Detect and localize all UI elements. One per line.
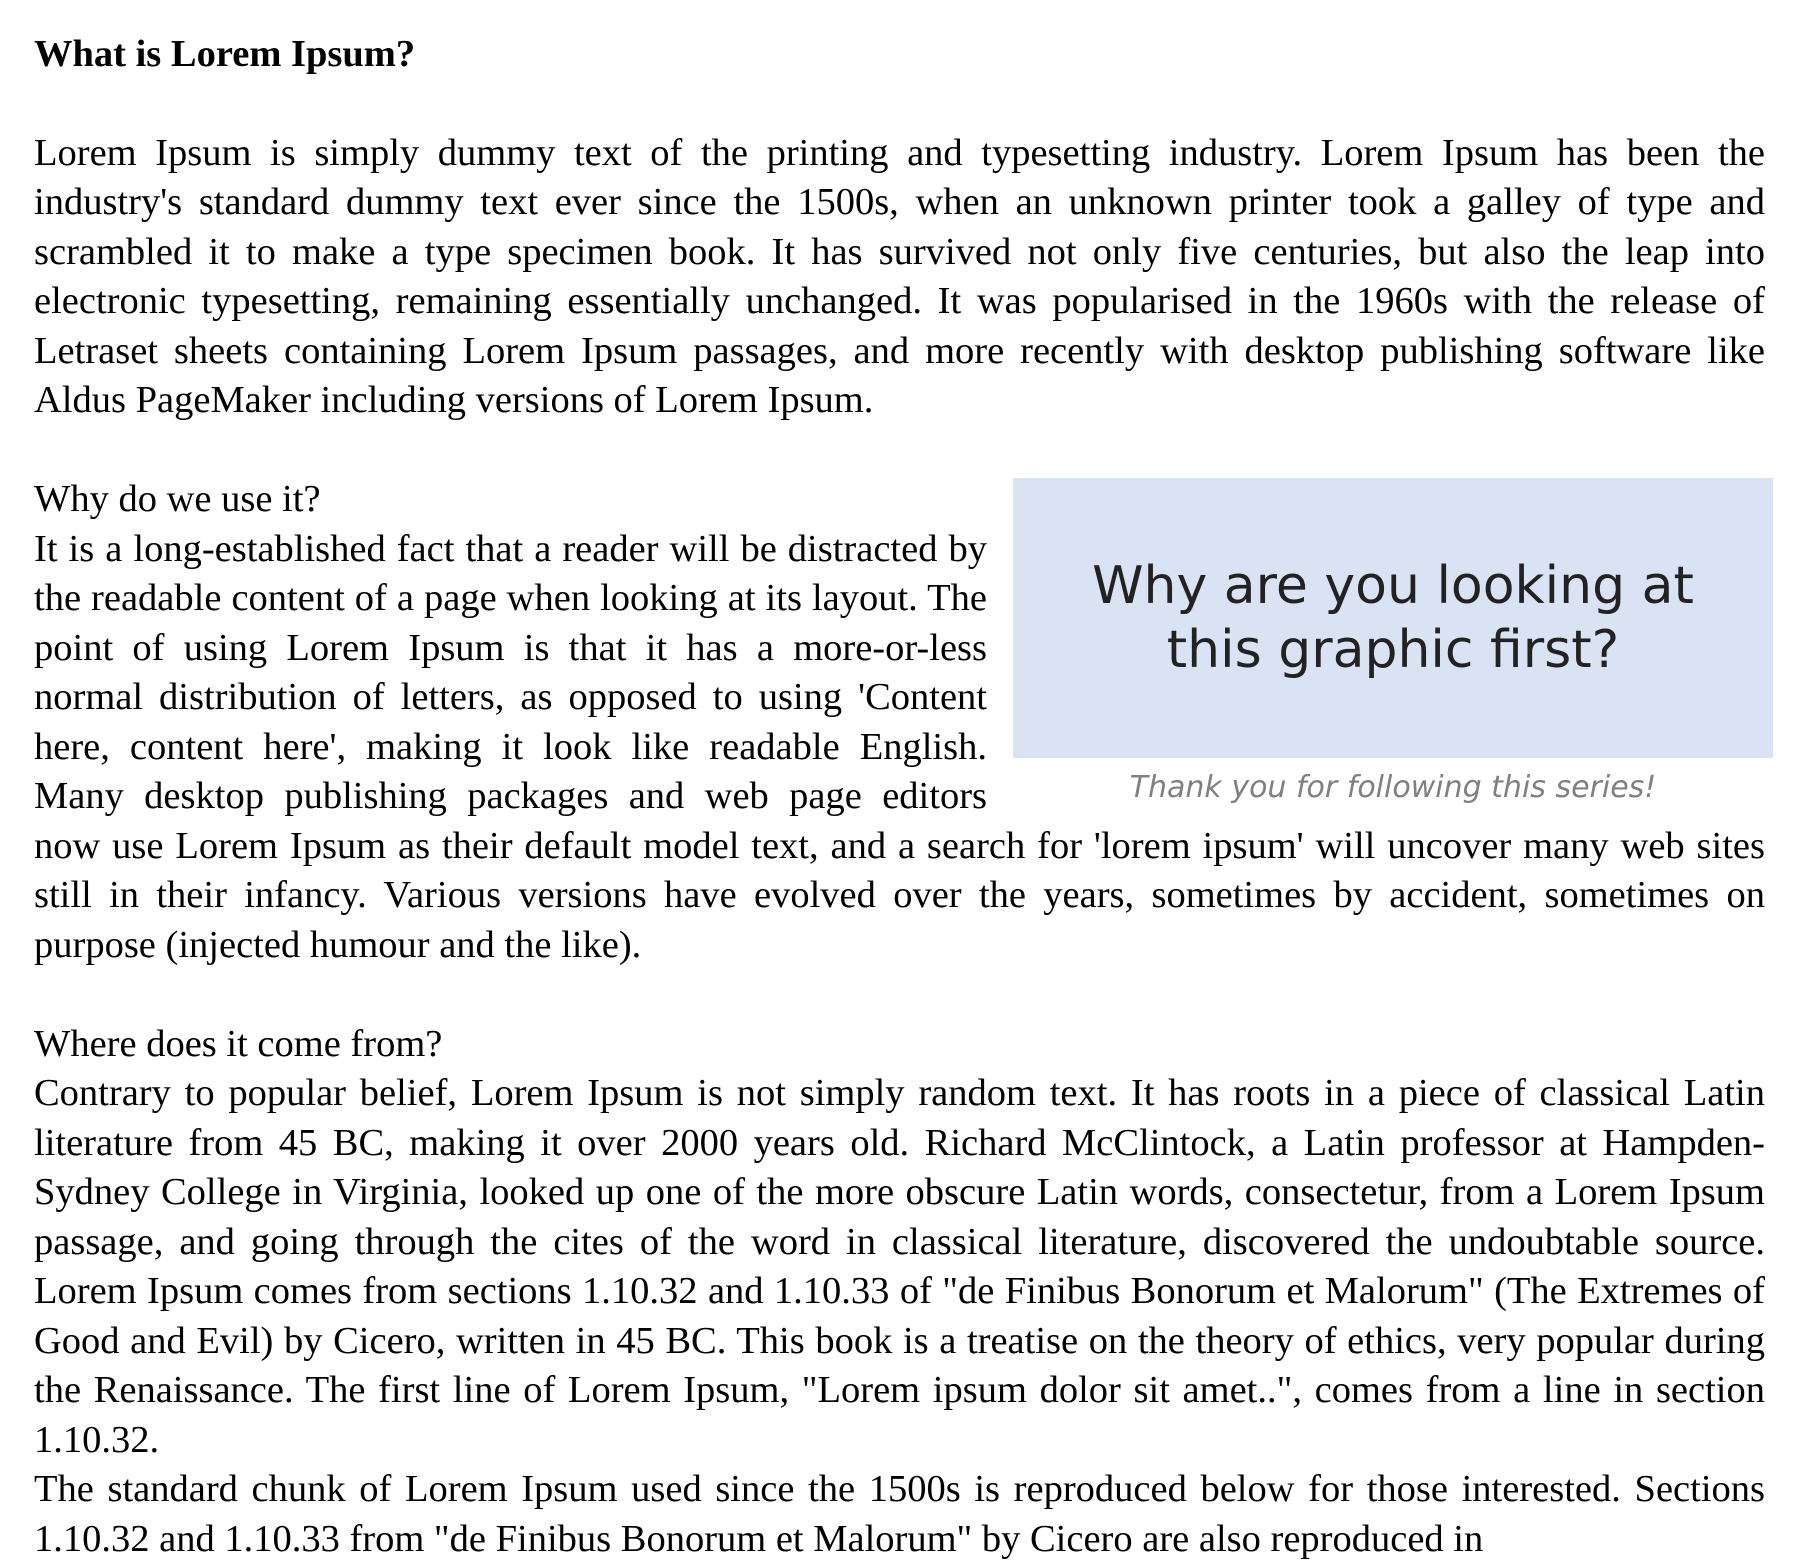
heading-why-do-we-use-it: Why do we use it? [34, 478, 321, 520]
spacer [34, 426, 1765, 476]
figure [1013, 475, 1773, 818]
paragraph-standard-chunk: The standard chunk of Lorem Ipsum used since the 1500s is reproduced below for those interested. Sections 1.10.32 and 1.10.33 from "de Finibus Bonorum et Malorum" by Cicero are also reproduced in [34, 1468, 1765, 1560]
paragraph-why-do-we-use-it: It is a long-established fact that a reader will be distracted by the readable content of a page when looking at its layout. The point of using Lorem Ipsum is that it has a more-or-less normal distribution of letters, as opposed to using 'Content here, content here', making it look like readable English. Many desktop publishing packages and web page editors now use Lorem Ipsum as their default model text, and a search for 'lorem ipsum' will uncover many web sites still in their infancy. Various versions have evolved over the years, sometimes by accident, sometimes on purpose (injected humour and the like). [34, 527, 1765, 966]
graphic-text: Why are you looking at this graphic first? [1092, 556, 1694, 680]
figure-caption: Thank you for following this series! [1129, 770, 1657, 805]
heading-where-does-it-come-from: Where does it come from? [34, 1022, 443, 1065]
graphic-box [1013, 478, 1773, 758]
paragraph-where-does-it-come-from: Contrary to popular belief, Lorem Ipsum is not simply random text. It has roots in a piece of classical Latin literature from 45 BC, making it over 2000 years old. Richard McClintock, a Latin professor at Hampden-Sydney College in Virginia, looked up one of the more obscure Latin words, consectetur, from a Lorem Ipsum passage, and going through the cites of the word in classical literature, discovered the undoubtable source. Lorem Ipsum comes from sections 1.10.32 and 1.10.33 of "de Finibus Bonorum et Malorum" (The Extremes of Good and Evil) by Cicero, written in 45 BC. This book is a treatise on the theory of ethics, very popular during the Renaissance. The first line of Lorem Ipsum, "Lorem ipsum dolor sit amet..", comes from a line in section 1.10.32. [34, 1072, 1765, 1461]
heading-what-is-lorem-ipsum: What is Lorem Ipsum? [34, 33, 416, 75]
document [34, 22, 1765, 1564]
paragraph-what-is-lorem-ipsum: Lorem Ipsum is simply dummy text of the printing and typesetting industry. Lorem Ipsum has been the industry's standard dummy text ever since the 1500s, when an unknown printer took a galley of type and scrambled it to make a type specimen book. It has survived not only five centuries, but also the leap into electronic typesetting, remaining essentially unchanged. It was popularised in the 1960s with the release of Letraset sheets containing Lorem Ipsum passages, and more recently with desktop publishing software like Aldus PageMaker including versions of Lorem Ipsum. [34, 131, 1765, 421]
spacer [34, 970, 1765, 1020]
